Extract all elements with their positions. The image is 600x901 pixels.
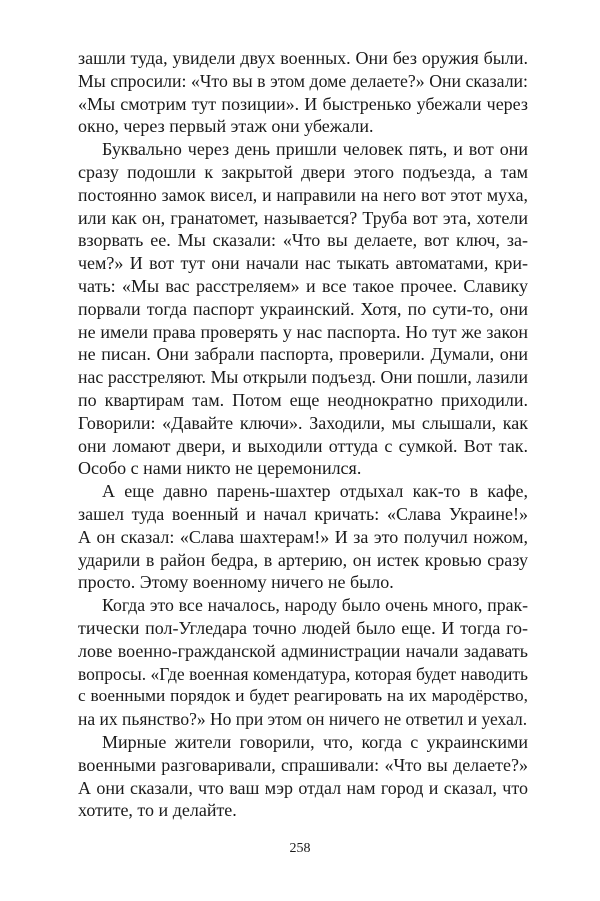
text-line: А еще давно парень-шахтер отдыхал как-то в кафе, (102, 481, 528, 502)
text-line: на их пьянство?» Но при этом он ничего не ответил и уехал. (78, 709, 528, 730)
text-line: А он сказал: «Слава шахтерам!» И за это получил ножом, (78, 526, 528, 547)
text-line: с военными порядок и будет реагировать на их мародёрство, (78, 686, 528, 706)
text-line: военными разговаривали, спрашивали: «Что вы делаете?» (78, 754, 528, 775)
text-line: чать: «Мы вас расстреляем» и все такое прочее. Славику (78, 275, 528, 296)
text-line: нас расстреляют. Мы открыли подъезд. Они пошли, лазили (78, 367, 528, 388)
text-line: по квартирам там. Потом еще неоднократно приходили. (78, 389, 528, 410)
paragraph-3 (78, 480, 528, 594)
text-line: Когда это все началось, народу было очень много, прак- (102, 595, 528, 616)
text-line: Мирные жители говорили, что, когда с украинскими (102, 731, 528, 752)
text-line: Мы спросили: «Что вы в этом доме делаете?» Они сказали: (78, 70, 528, 91)
text-line: сразу подошли к закрытой двери этого подъезда, а там (78, 161, 528, 182)
text-line: не писан. Они забрали паспорта, проверили. Думали, они (78, 344, 528, 365)
paragraph-2 (78, 138, 528, 480)
text-line: хотите, то и делайте. (78, 800, 237, 821)
text-line: просто. Этому военному ничего не было. (78, 572, 394, 593)
text-line: Буквально через день пришли человек пять, и вот они (102, 139, 528, 160)
text-line: чем?» И вот тут они начали нас тыкать автоматами, кри- (78, 253, 528, 274)
page-number: 258 (289, 841, 311, 856)
text-line: взорвать ее. Мы сказали: «Что вы делаете, вот ключ, за- (78, 230, 528, 251)
page-text (78, 47, 528, 822)
text-line: тически пол-Угледара точно людей было еще. И тогда го- (78, 617, 528, 638)
text-line: не имели права проверять у нас паспорта. Но тут же закон (78, 321, 528, 342)
text-line: или как он, гранатомет, называется? Труба вот эта, хотели (78, 207, 528, 228)
text-line: А они сказали, что ваш мэр отдал нам город и сказал, что (78, 777, 528, 798)
text-line: «Мы смотрим тут позиции». И быстренько убежали через (78, 93, 528, 114)
text-line: ударили в район бедра, в артерию, он истек кровью сразу (78, 549, 528, 570)
paragraph-4 (78, 594, 528, 731)
paragraph-1 (78, 47, 528, 138)
text-line: Говорили: «Давайте ключи». Заходили, мы слышали, как (78, 412, 528, 433)
text-line: вопросы. «Где военная комендатура, которая будет наводить (78, 663, 528, 684)
text-line: лове военно-гражданской администрации начали задавать (78, 640, 528, 661)
text-line: порвали тогда паспорт украинский. Хотя, по сути-то, они (78, 298, 528, 319)
text-line: зашли туда, увидели двух военных. Они без оружия были. (78, 48, 528, 68)
text-line: окно, через первый этаж они убежали. (78, 116, 374, 137)
text-line: зашел туда военный и начал кричать: «Слава Украине!» (78, 503, 528, 524)
text-line: Особо с нами никто не церемонился. (78, 458, 362, 479)
text-line: они ломают двери, и выходили оттуда с сумкой. Вот так. (78, 435, 528, 456)
paragraph-5 (78, 731, 528, 822)
text-line: постоянно замок висел, и направили на него вот этот муха, (78, 184, 528, 205)
